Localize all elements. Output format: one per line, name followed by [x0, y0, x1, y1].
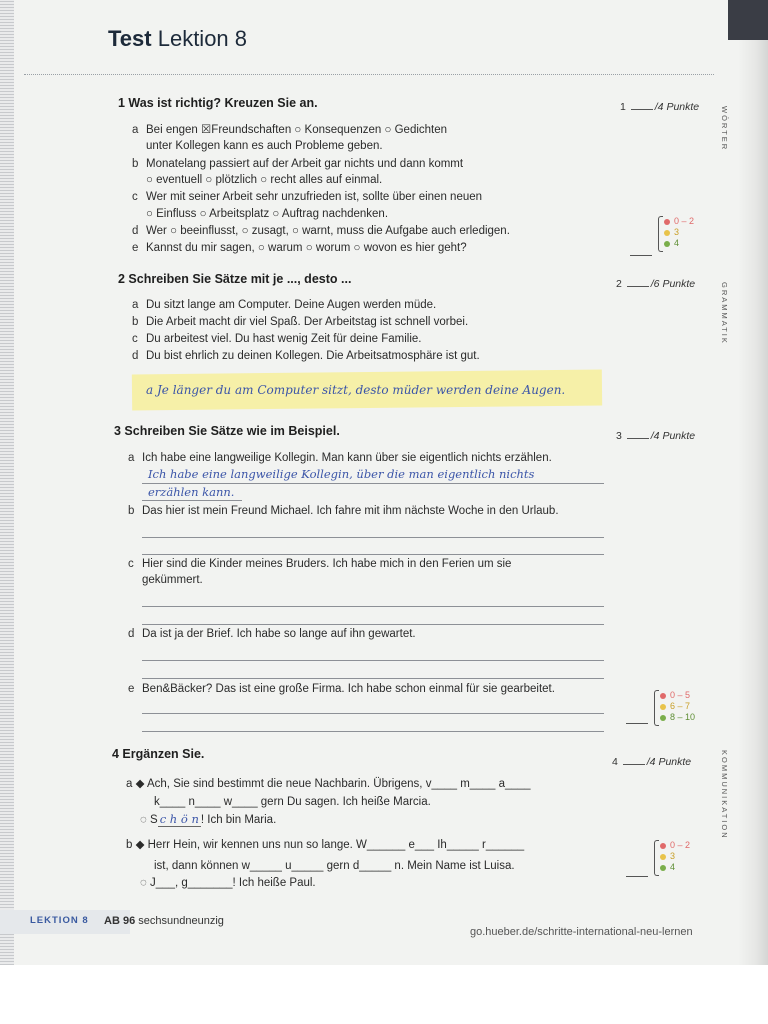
task1-line-a2: unter Kollegen kann es auch Probleme geben.: [146, 140, 383, 152]
task2-line-c: c Du arbeitest viel. Du hast wenig Zeit für deine Familie.: [132, 333, 422, 345]
task4-a-line1: a ◆ Ach, Sie sind bestimmt die neue Nachbarin. Übrigens, v____ m____ a____: [126, 778, 531, 790]
answer-line: [142, 500, 242, 501]
task1-score: 1 /4 Punkte: [620, 101, 700, 113]
task1-line-a1: a Bei engen ☒Freundschaften ○ Konsequenzen ○ Gedichten: [132, 124, 448, 136]
side-label-woerter: WÖRTER: [720, 106, 729, 152]
binding-edge: [0, 0, 14, 965]
scan-corner: [728, 0, 768, 40]
page-title: Test Lektion 8: [108, 26, 248, 51]
task4-scale: 0 – 2 3 4: [660, 840, 690, 873]
task3-item-c1: c Hier sind die Kinder meines Bruders. Ich habe mich in den Ferien um sie: [128, 558, 512, 570]
side-label-kommunikation: KOMMUNIKATION: [720, 750, 729, 840]
task3-item-d: d Da ist ja der Brief. Ich habe so lange auf ihn gewartet.: [128, 628, 416, 640]
task3-answer-a-line2: erzählen kann.: [148, 485, 235, 499]
answer-line[interactable]: [142, 678, 604, 679]
task4-score: 4 /4 Punkte: [612, 756, 692, 768]
footer-page-number: AB 96 sechsundneunzig: [104, 915, 224, 927]
task2-title: 2 Schreiben Sie Sätze mit je ..., desto ...: [118, 272, 352, 286]
task1-line-e: e Kannst du mir sagen, ○ warum ○ worum ○ wovon es hier geht?: [132, 242, 467, 254]
task1-line-c2: ○ Einfluss ○ Arbeitsplatz ○ Auftrag nachdenken.: [146, 208, 389, 220]
footer-lektion: LEKTION 8: [30, 915, 89, 926]
task1-scale-blank: [630, 255, 652, 256]
footer-url[interactable]: go.hueber.de/schritte-international-neu-lernen: [470, 926, 693, 938]
task3-score: 3 /4 Punkte: [616, 430, 696, 442]
title-divider: [24, 74, 714, 75]
task3-item-b: b Das hier ist mein Freund Michael. Ich fahre mit ihm nächste Woche in den Urlaub.: [128, 505, 559, 517]
task3-answer-a-line1: Ich habe eine langweilige Kollegin, über die man eigentlich nichts: [148, 467, 535, 481]
answer-line[interactable]: [142, 660, 604, 661]
task1-line-b1: b Monatelang passiert auf der Arbeit gar nichts und dann kommt: [132, 158, 464, 170]
answer-line[interactable]: [142, 713, 604, 714]
answer-line[interactable]: [142, 537, 604, 538]
task2-example-answer: a Je länger du am Computer sitzt, desto müder werden deine Augen.: [146, 383, 566, 397]
task1-line-b2: ○ eventuell ○ plötzlich ○ recht alles auf einmal.: [146, 174, 383, 186]
task2-line-a: a Du sitzt lange am Computer. Deine Augen werden müde.: [132, 299, 437, 311]
task1-scale: 0 – 2 3 4: [664, 216, 694, 249]
task1-line-c1: c Wer mit seiner Arbeit sehr unzufrieden ist, sollte über einen neuen: [132, 191, 483, 203]
task3-item-a: a Ich habe eine langweilige Kollegin. Man kann über sie eigentlich nichts erzählen.: [128, 452, 552, 464]
task4-b-line2: ist, dann können w_____ u_____ gern d_____ n. Mein Name ist Luisa.: [154, 860, 515, 872]
task4-b-line3: ◌ J___, g_______! Ich heiße Paul.: [140, 877, 316, 889]
task4-b-line1: b ◆ Herr Hein, wir kennen uns nun so lange. W______ e___ Ih_____ r______: [126, 839, 525, 851]
task3-scale: 0 – 5 6 – 7 8 – 10: [660, 690, 695, 723]
task4-title: 4 Ergänzen Sie.: [112, 747, 205, 761]
task3-item-e: e Ben&Bäcker? Das ist eine große Firma. Ich habe schon einmal für sie gearbeitet.: [128, 683, 555, 695]
task1-line-d: d Wer ○ beeinflusst, ○ zusagt, ○ warnt, muss die Aufgabe auch erledigen.: [132, 225, 510, 237]
task3-item-c2: gekümmert.: [142, 574, 203, 586]
page-curl-shadow: [738, 0, 768, 965]
answer-line[interactable]: [142, 731, 604, 732]
task4-a-line2: k____ n____ w____ gern Du sagen. Ich heiße Marcia.: [154, 796, 431, 808]
answer-line[interactable]: [142, 554, 604, 555]
task2-line-d: d Du bist ehrlich zu deinen Kollegen. Die Arbeitsatmosphäre ist gut.: [132, 350, 480, 362]
task2-line-b: b Die Arbeit macht dir viel Spaß. Der Arbeitstag ist schnell vorbei.: [132, 316, 469, 328]
answer-line: [142, 483, 604, 484]
task3-scale-blank: [626, 723, 648, 724]
task4-scale-blank: [626, 876, 648, 877]
answer-line[interactable]: [142, 606, 604, 607]
task1-title: 1 Was ist richtig? Kreuzen Sie an.: [118, 96, 318, 110]
task4-a-line3: ◌ S c h ö n ! Ich bin Maria.: [140, 812, 277, 826]
task3-title: 3 Schreiben Sie Sätze wie im Beispiel.: [114, 424, 340, 438]
side-label-grammatik: GRAMMATIK: [720, 282, 729, 345]
task2-score: 2 /6 Punkte: [616, 278, 696, 290]
answer-line[interactable]: [142, 624, 604, 625]
